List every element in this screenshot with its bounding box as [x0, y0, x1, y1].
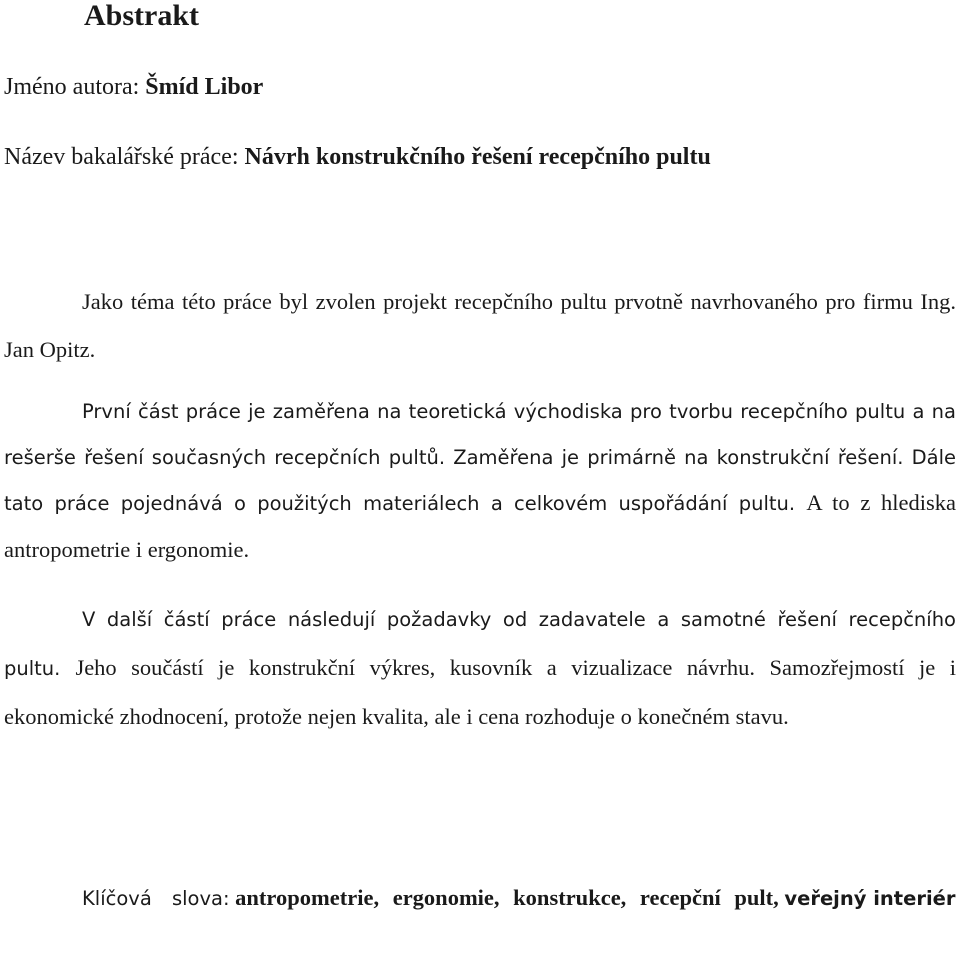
thesis-title: Návrh konstrukčního řešení recepčního pultu [244, 144, 711, 170]
keywords-label: Klíčová slova: [82, 887, 230, 910]
keywords-paragraph [4, 875, 956, 922]
thesis-label: Název bakalářské práce: [4, 144, 239, 170]
keywords-terms: antropometrie, ergonomie, konstrukce, recepční pult, [235, 885, 779, 910]
paragraph-3-lead: V další částí práce následují požadavky od zadavatele a samotné řešení recepčního pultu. [4, 608, 956, 680]
thesis-title-line [4, 142, 711, 172]
abstract-paragraph-2 [4, 389, 956, 574]
keywords-last-term: veřejný interiér [784, 887, 956, 910]
paragraph-3-rest: Jeho součástí je konstrukční výkres, kusovník a vizualizace návrhu. Samozřejmostí je i ekonomické zhodnocení, protože nejen kvalita, ale i cena rozhoduje o konečném stavu. [4, 655, 956, 729]
author-line [4, 72, 263, 102]
author-label: Jméno autora: [4, 74, 140, 100]
abstract-paragraph-1 [4, 278, 956, 374]
abstract-paragraph-3 [4, 596, 956, 742]
paragraph-2-text: První část práce je zaměřena na teoretická východiska pro tvorbu recepčního pultu a na rešerše řešení současných recepčních pultů. Zaměřena je primárně na konstrukční řešení. Dále tato práce pojednává o použitých materiálech a celkovém uspořádání pultu. [4, 400, 956, 516]
paragraph-1-text: Jako téma této práce byl zvolen projekt recepčního pultu prvotně navrhovaného pro firmu Ing. Jan Opitz. [4, 289, 956, 362]
author-name: Šmíd Libor [145, 74, 264, 100]
page-title: Abstrakt [84, 0, 200, 32]
paragraph-2-tail: A to z hlediska antropometrie i ergonomie. [4, 490, 957, 563]
